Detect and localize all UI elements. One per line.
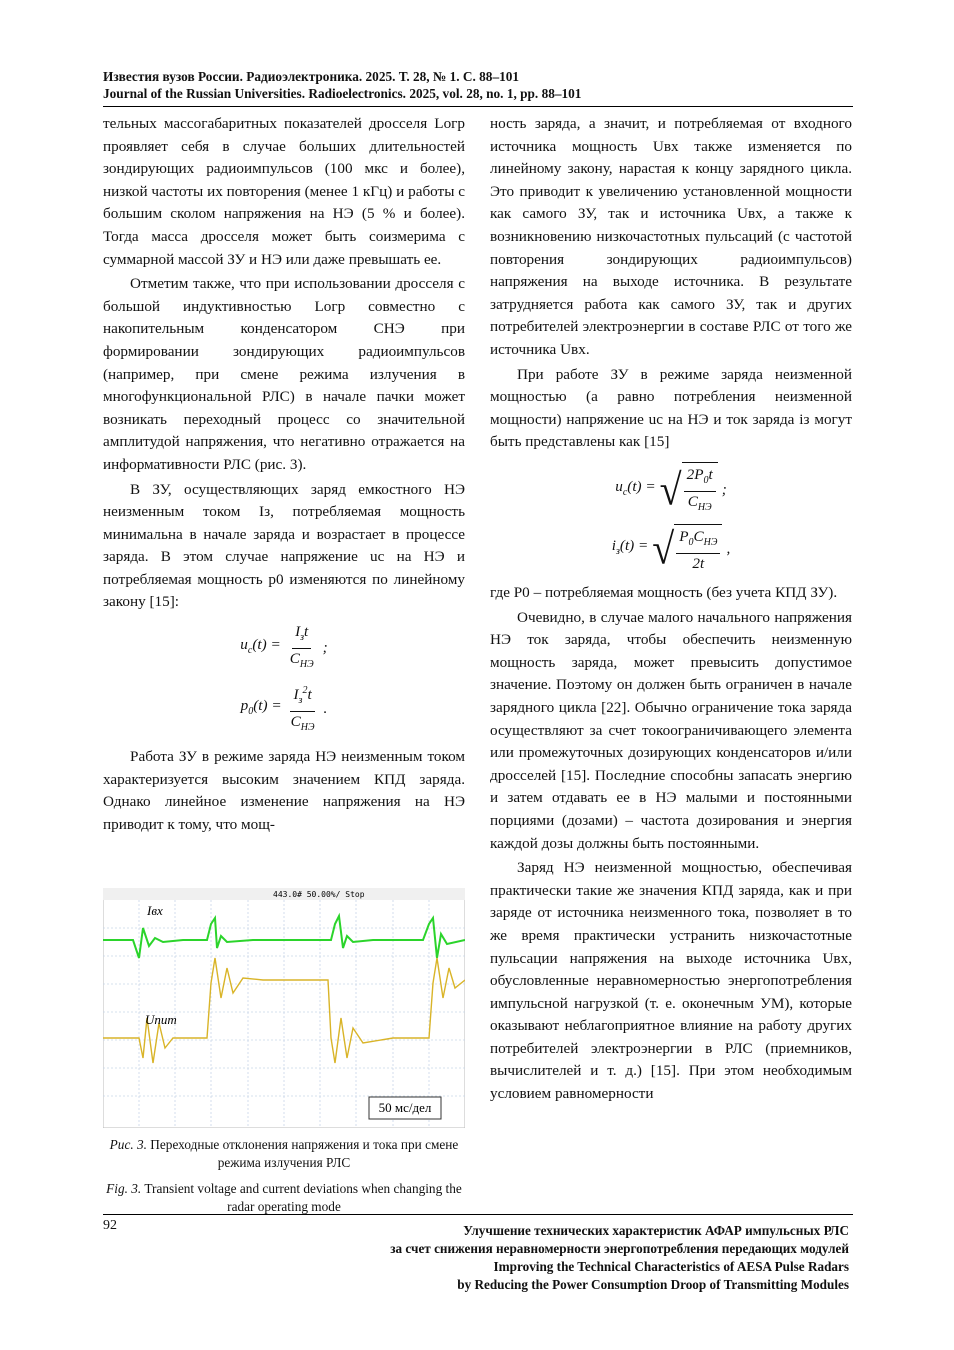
- journal-header: [103, 68, 853, 102]
- left-paragraph-4: Работа ЗУ в режиме заряда НЭ неизменным током характеризуется высоким значением КПД заряда. Однако линейное изменение напряжения на НЭ приводит к тому, что мощ-: [103, 748, 465, 834]
- right-paragraph-1: ность заряда, а значит, и потребляемая от входного источника мощность Uвх также изменяется по линейному закону, нарастая к концу зарядного цикла. Это приводит к увеличению установленной мощности как самого ЗУ, так и источника Uвх, а также к возникновению низкочастотных пульсаций (с частотой повторения зондирующих радиоимпульсов) напряжения на выходе источника. В результате затрудняется работа как самого ЗУ, так и других потребителей электроэнергии в составе РЛС от того же источника Uвх.: [490, 115, 852, 358]
- label-current: Iвх: [147, 903, 163, 918]
- running-footer: [250, 1222, 849, 1294]
- time-scale: 50 мс/дел: [378, 1100, 432, 1115]
- oscilloscope-figure: [103, 888, 465, 1128]
- page-number: 92: [103, 1218, 117, 1233]
- scope-status: 443.0# 50.00%/ Stop: [273, 890, 365, 899]
- footer-title-en-1: Improving the Technical Characteristics of AESA Pulse Radars: [493, 1259, 849, 1274]
- formula-constant-current: $u_с(t)$ = $\frac{I_зt}{C_{НЭ}}$ ; $p_0(t)$ = $\frac{I_з^2t}{C_{НЭ}}$ .: [240, 623, 328, 734]
- right-column: [490, 113, 852, 1106]
- right-paragraph-5: Заряд НЭ неизменной мощностью, обеспечивая практически такие же значения КПД заряда, как и при заряде от источника неизменного тока, позволяет в то же время практически устранить низкочастотные пульсации напряжения на выходе источника Uвх, обусловленные неравномерностью энергопотребления импульсной нагрузкой (т. е. оконечным УМ), которые оказывают неблагоприятное влияние на работу других потребителей электроэнергии в РЛС (приемников, вычислителей и т. д.) [15]. При этом необходимым условием равномерности: [490, 859, 852, 1103]
- left-paragraph-2: Отметим также, что при использовании дросселя с большой индуктивностью Lогр совместно с накопительным конденсатором CНЭ при формировании зондирующих радиоимпульсов (например, при смене режима излучения в многофункциональной РЛС) в начале пачки может возникать переходный процесс со значительной амплитудой напряжения, что негативно отражается на информативности РЛС (рис. 3).: [103, 275, 465, 473]
- footer-rule: [103, 1214, 853, 1215]
- header-line-en: Journal of the Russian Universities. Radioelectronics. 2025, vol. 28, no. 1, pp. 88–101: [103, 86, 582, 101]
- header-line-ru: Известия вузов России. Радиоэлектроника. 2025. Т. 28, № 1. С. 88–101: [103, 69, 520, 84]
- formula-constant-power: $u_с(t)$ = √ $\frac{2P_0t}{C_{НЭ}}$ ; $i_з(t)$ = √ $\frac{P_0C_{НЭ}}{2t}$ ,: [490, 462, 852, 574]
- footer-title-en-2: by Reducing the Power Consumption Droop of Transmitting Modules: [457, 1277, 849, 1292]
- oscilloscope-screen: [103, 888, 465, 1128]
- caption-ru-number: Рис. 3.: [109, 1137, 147, 1152]
- caption-en: [103, 1180, 465, 1216]
- caption-ru-text: Переходные отклонения напряжения и тока при смене режима излучения РЛС: [150, 1137, 459, 1170]
- left-column: [103, 113, 465, 837]
- footer-title-ru-2: за счет снижения неравномерности энергопотребления передающих модулей: [390, 1241, 849, 1256]
- caption-en-number: Fig. 3.: [106, 1181, 142, 1196]
- left-paragraph-3: В ЗУ, осуществляющих заряд емкостного НЭ неизменным током Iз, потребляемая мощность минимальна в начале заряда и возрастает в процессе заряда. В этом случае напряжение uс на НЭ и потребляемая мощность p0 изменяются по линейному закону [15]:: [103, 480, 465, 611]
- right-paragraph-2: При работе ЗУ в режиме заряда неизменной мощностью (а равно потребления неизменной мощности) напряжение uс на НЭ и ток заряда iз могут быть представлены как [15]: [490, 365, 852, 451]
- left-paragraph-1: тельных массогабаритных показателей дросселя Lогр проявляет себя в случае больших длительностей зондирующих радиоимпульсов (100 мкс и более), низкой частоты их повторения (менее 1 кГц) и работы с большим сколом напряжения на НЭ (5 % и более). Тогда масса дросселя может быть соизмерима с суммарной массой ЗУ и НЭ или даже превышать ее.: [103, 115, 465, 268]
- right-paragraph-4: Очевидно, в случае малого начального напряжения НЭ ток заряда, чтобы обеспечить неизменную мощность заряда, может превысить допустимое значение. Поэтому он должен быть ограничен в начале зарядного цикла [22]. Обычно ограничение тока заряда осуществляют за счет токоограничивающего элемента или промежуточных дозирующих конденсаторов и/или дросселей [15]. Последние способны запасать энергию и затем отдавать ее в НЭ малыми и постоянными порциями (дозами) – частота дозирования и энергия каждой дозы должны быть постоянными.: [490, 608, 852, 852]
- footer-title-ru-1: Улучшение технических характеристик АФАР импульсных РЛС: [463, 1223, 849, 1238]
- caption-ru: [103, 1136, 465, 1172]
- caption-en-text: Transient voltage and current deviations when changing the radar operating mode: [144, 1181, 462, 1214]
- label-voltage: Uпит: [145, 1012, 177, 1027]
- right-paragraph-3: где P0 – потребляемая мощность (без учета КПД ЗУ).: [490, 584, 838, 601]
- header-rule: [103, 106, 853, 107]
